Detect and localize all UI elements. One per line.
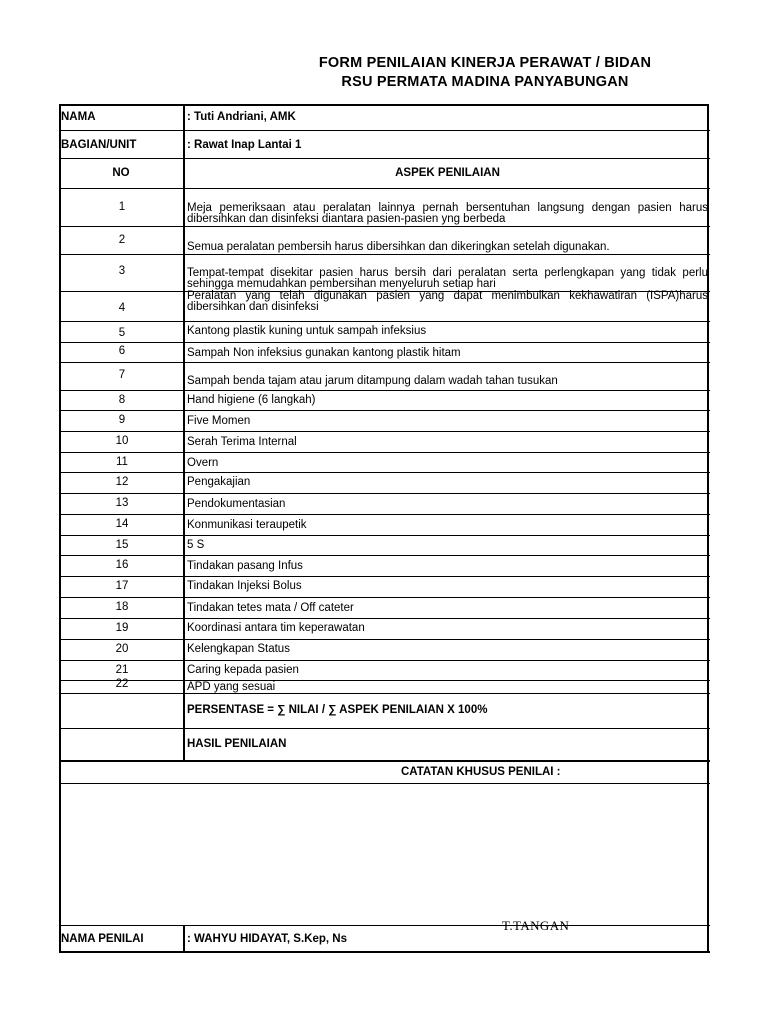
item-number: 10 xyxy=(115,435,129,447)
item-description: Semua peralatan pembersih harus dibersihkan dan dikeringkan setelah digunakan. xyxy=(187,241,610,253)
percentage-formula: PERSENTASE = ∑ NILAI / ∑ ASPEK PENILAIAN X 100% xyxy=(187,704,488,716)
item-number: 8 xyxy=(118,394,126,406)
item-description: Tempat-tempat disekitar pasien harus bersih dari peralatan serta perlengkapan yang tidak perlu sehingga memudahkan pembersihan menyeluruh setiap hari xyxy=(187,267,708,290)
item-description: Konmunikasi teraupetik xyxy=(187,519,307,531)
name-label: NAMA xyxy=(61,111,96,123)
item-number: 22 xyxy=(115,678,129,690)
item-description: Peralatan yang telah digunakan pasien yang dapat menimbulkan kekhawatiran (ISPA)harus dibersihkan dan disinfeksi xyxy=(187,290,708,313)
item-number: 2 xyxy=(118,234,126,246)
item-number: 21 xyxy=(115,664,129,676)
notes-label: CATATAN KHUSUS PENILAI : xyxy=(401,766,561,778)
assessment-row xyxy=(59,494,710,515)
notes-area xyxy=(59,784,710,926)
assessment-row xyxy=(59,640,710,661)
assessment-row xyxy=(59,619,710,640)
item-number: 11 xyxy=(116,456,128,468)
col-aspek-header: ASPEK PENILAIAN xyxy=(395,167,500,179)
item-description: Tindakan Injeksi Bolus xyxy=(187,580,302,592)
item-number: 13 xyxy=(115,497,129,509)
unit-label: BAGIAN/UNIT xyxy=(61,139,137,151)
signature-label: T.TANGAN xyxy=(502,918,570,933)
item-number: 17 xyxy=(115,580,129,592)
percentage-row xyxy=(59,694,710,729)
item-description: Pengakajian xyxy=(187,476,251,488)
item-number: 19 xyxy=(115,622,129,634)
assessment-row xyxy=(59,453,710,473)
assessment-row xyxy=(59,391,710,411)
assessment-row xyxy=(59,411,710,432)
item-number: 9 xyxy=(118,414,126,426)
item-description: Tindakan tetes mata / Off cateter xyxy=(187,602,354,614)
unit-value: : Rawat Inap Lantai 1 xyxy=(187,139,302,151)
assessment-row xyxy=(59,432,710,453)
item-description: Kelengkapan Status xyxy=(187,643,290,655)
item-number: 4 xyxy=(118,302,126,314)
unit-row xyxy=(59,131,710,159)
item-number: 12 xyxy=(115,476,129,488)
item-number: 1 xyxy=(118,201,126,213)
assessment-row xyxy=(59,292,710,322)
assessor-row xyxy=(59,926,710,953)
item-number: 20 xyxy=(115,643,129,655)
assessment-row xyxy=(59,556,710,577)
assessment-row xyxy=(59,598,710,619)
item-description: Hand higiene (6 langkah) xyxy=(187,394,316,406)
item-description: Sampah benda tajam atau jarum ditampung dalam wadah tahan tusukan xyxy=(187,375,558,387)
item-number: 18 xyxy=(115,601,129,613)
item-number: 14 xyxy=(115,518,129,530)
item-description: Tindakan pasang Infus xyxy=(187,560,303,572)
item-description: Five Momen xyxy=(187,415,251,427)
result-row xyxy=(59,729,710,762)
item-number: 5 xyxy=(118,327,126,339)
assessment-row xyxy=(59,473,710,494)
name-value: : Tuti Andriani, AMK xyxy=(187,111,296,123)
result-label: HASIL PENILAIAN xyxy=(187,738,287,750)
item-description: 5 S xyxy=(187,539,205,551)
col-no-header: NO xyxy=(112,167,130,179)
assessor-value: : WAHYU HIDAYAT, S.Kep, Ns xyxy=(187,933,347,945)
item-description: Pendokumentasian xyxy=(187,498,286,510)
item-description: Meja pemeriksaan atau peralatan lainnya pernah bersentuhan langsung dengan pasien harus dibersihkan dan disinfeksi diantara pasien-pasien yng berbeda xyxy=(187,202,708,225)
item-description: Caring kepada pasien xyxy=(187,664,299,676)
assessment-row xyxy=(59,363,710,391)
assessment-row xyxy=(59,322,710,343)
item-description: Koordinasi antara tim keperawatan xyxy=(187,622,365,634)
assessment-row xyxy=(59,227,710,255)
assessment-row xyxy=(59,189,710,227)
name-row xyxy=(59,104,710,131)
assessment-row xyxy=(59,536,710,556)
form-title: FORM PENILAIAN KINERJA PERAWAT / BIDAN xyxy=(318,55,652,71)
item-description: Serah Terima Internal xyxy=(187,436,297,448)
table-header-row xyxy=(59,159,710,189)
item-number: 15 xyxy=(115,539,129,551)
item-description: Overn xyxy=(187,457,219,469)
item-description: Sampah Non infeksius gunakan kantong plastik hitam xyxy=(187,347,461,359)
assessment-row xyxy=(59,577,710,598)
item-description: APD yang sesuai xyxy=(187,681,276,693)
assessor-label: NAMA PENILAI xyxy=(61,933,144,945)
assessment-row xyxy=(59,255,710,292)
hospital-name: RSU PERMATA MADINA PANYABUNGAN xyxy=(341,74,629,90)
item-number: 7 xyxy=(118,369,126,381)
assessment-row xyxy=(59,678,710,694)
assessment-row xyxy=(59,515,710,536)
item-number: 16 xyxy=(115,559,129,571)
item-description: Kantong plastik kuning untuk sampah infeksius xyxy=(187,325,427,337)
item-number: 6 xyxy=(118,345,126,357)
notes-header-row xyxy=(59,762,710,784)
item-number: 3 xyxy=(118,265,126,277)
assessment-row xyxy=(59,343,710,363)
